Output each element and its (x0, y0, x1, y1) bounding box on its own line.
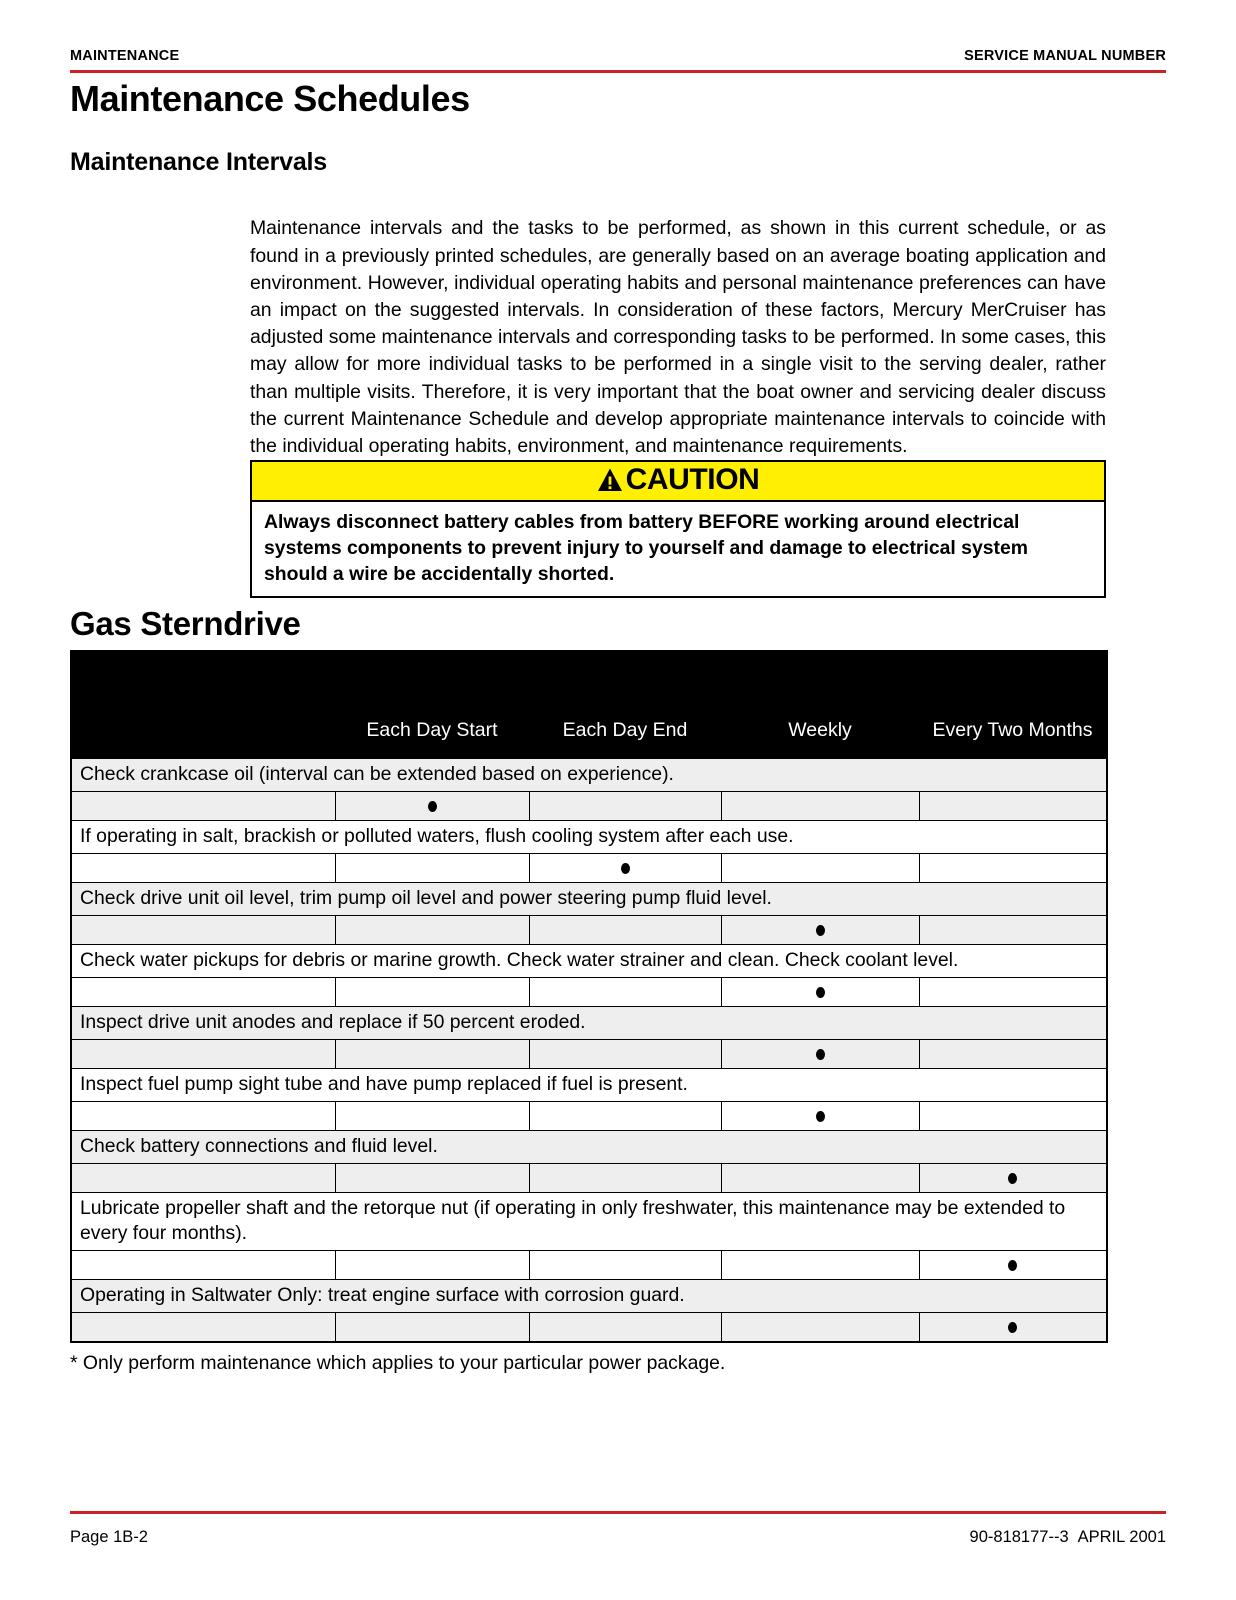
task-description: Check drive unit oil level, trim pump oil level and power steering pump fluid level. (71, 883, 1107, 916)
mark-cell-spacer (71, 916, 335, 945)
mark-cell-weekly (721, 1251, 919, 1280)
interval-dot-icon (816, 925, 825, 936)
interval-dot-empty (428, 1173, 437, 1184)
mark-cell-each-day-end (529, 1251, 721, 1280)
caution-box (250, 460, 1106, 598)
interval-dot-empty (816, 1260, 825, 1271)
interval-dot-icon (1008, 1322, 1017, 1333)
task-description: Inspect drive unit anodes and replace if 50 percent eroded. (71, 1007, 1107, 1040)
mark-cell-each-day-start (335, 1102, 529, 1131)
intro-paragraph: Maintenance intervals and the tasks to be performed, as shown in this current schedule, or as found in a previously printed schedules, are generally based on an average boating application and environment. However, individual operating habits and personal maintenance preferences can have an impact on the suggested intervals. In consideration of these factors, Mercury MerCruiser has adjusted some maintenance intervals and corresponding tasks to be performed. In some cases, this may allow for more individual tasks to be performed in a single visit to the serving dealer, rather than multiple visits. Therefore, it is very important that the boat owner and servicing dealer discuss the current Maintenance Schedule and develop appropriate maintenance intervals to coincide with the individual operating habits, environment, and maintenance requirements. (250, 217, 1106, 458)
table-row-marks (71, 1102, 1107, 1131)
mark-cell-weekly (721, 978, 919, 1007)
column-header-weekly: Weekly (721, 651, 919, 759)
table-row-marks (71, 916, 1107, 945)
interval-dot-empty (428, 1322, 437, 1333)
table-row-marks (71, 792, 1107, 821)
mark-cell-spacer (71, 854, 335, 883)
task-description: Lubricate propeller shaft and the retorque nut (if operating in only freshwater, this maintenance may be extended to every four months). (71, 1193, 1107, 1251)
mark-cell-each-day-start (335, 1040, 529, 1069)
table-row-marks (71, 978, 1107, 1007)
table-body (71, 759, 1107, 1343)
task-description: Check battery connections and fluid level. (71, 1131, 1107, 1164)
mark-cell-each-day-end (529, 1040, 721, 1069)
page-footer (70, 1528, 1166, 1547)
running-header-right: SERVICE MANUAL NUMBER (964, 48, 1166, 64)
interval-dot-icon (816, 1111, 825, 1122)
task-description: Check water pickups for debris or marine growth. Check water strainer and clean. Check coolant level. (71, 945, 1107, 978)
table-row-marks (71, 1040, 1107, 1069)
interval-dot-empty (428, 1111, 437, 1122)
mark-cell-each-day-end (529, 916, 721, 945)
interval-dot-empty (428, 1260, 437, 1271)
running-header (70, 48, 1166, 64)
running-header-left: MAINTENANCE (70, 48, 180, 64)
table-row (71, 1007, 1107, 1040)
interval-dot-empty (816, 801, 825, 812)
mark-cell-every-two-months (919, 1164, 1107, 1193)
routine-maintenance-table (70, 650, 1108, 1343)
mark-cell-each-day-start (335, 792, 529, 821)
table-row-marks (71, 854, 1107, 883)
table-row (71, 759, 1107, 792)
caution-body-text: Always disconnect battery cables from battery BEFORE working around electrical systems components to prevent injury to yourself and damage to electrical system should a wire be accidentally shorted. (264, 511, 1029, 585)
table-row (71, 821, 1107, 854)
interval-dot-empty (621, 925, 630, 936)
table-row (71, 1069, 1107, 1102)
table-row-marks (71, 1251, 1107, 1280)
mark-cell-spacer (71, 792, 335, 821)
interval-dot-empty (621, 1173, 630, 1184)
page-title: Maintenance Schedules (70, 78, 470, 119)
warning-triangle-icon (597, 467, 623, 493)
mark-cell-every-two-months (919, 916, 1107, 945)
mark-cell-spacer (71, 978, 335, 1007)
interval-dot-empty (1008, 987, 1017, 998)
table-row-marks (71, 1313, 1107, 1343)
mark-cell-each-day-start (335, 1251, 529, 1280)
mark-cell-each-day-start (335, 1164, 529, 1193)
mark-cell-every-two-months (919, 1102, 1107, 1131)
interval-dot-empty (816, 1322, 825, 1333)
table-row (71, 945, 1107, 978)
mark-cell-each-day-start (335, 1313, 529, 1343)
interval-dot-icon (816, 1049, 825, 1060)
mark-cell-spacer (71, 1251, 335, 1280)
mark-cell-every-two-months (919, 1313, 1107, 1343)
interval-dot-empty (1008, 863, 1017, 874)
interval-dot-empty (1008, 1049, 1017, 1060)
mark-cell-each-day-end (529, 1313, 721, 1343)
mark-cell-each-day-end (529, 854, 721, 883)
mark-cell-spacer (71, 1164, 335, 1193)
mark-cell-spacer (71, 1102, 335, 1131)
mark-cell-weekly (721, 1313, 919, 1343)
table-row-marks (71, 1164, 1107, 1193)
table-footnote: * Only perform maintenance which applies to your particular power package. (70, 1352, 726, 1374)
mark-cell-each-day-end (529, 1164, 721, 1193)
interval-dot-empty (428, 863, 437, 874)
mark-cell-each-day-start (335, 916, 529, 945)
table-row (71, 1131, 1107, 1164)
interval-dot-icon (816, 987, 825, 998)
interval-dot-empty (816, 1173, 825, 1184)
mark-cell-weekly (721, 1164, 919, 1193)
page-number: Page 1B-2 (70, 1528, 148, 1546)
interval-dot-empty (428, 925, 437, 936)
mark-cell-each-day-start (335, 978, 529, 1007)
section-heading-gas-sterndrive: Gas Sterndrive (70, 605, 301, 642)
manual-number (970, 1528, 1166, 1547)
interval-dot-empty (621, 1260, 630, 1271)
mark-cell-each-day-end (529, 1102, 721, 1131)
interval-dot-icon (621, 863, 630, 874)
manual-date: APRIL 2001 (1077, 1528, 1166, 1546)
task-description: Inspect fuel pump sight tube and have pump replaced if fuel is present. (71, 1069, 1107, 1102)
table-row (71, 1280, 1107, 1313)
mark-cell-each-day-end (529, 792, 721, 821)
caution-label: CAUTION (625, 463, 760, 496)
mark-cell-spacer (71, 1313, 335, 1343)
interval-dot-empty (621, 987, 630, 998)
interval-dot-empty (621, 1322, 630, 1333)
table-row (71, 883, 1107, 916)
interval-dot-icon (1008, 1173, 1017, 1184)
mark-cell-weekly (721, 792, 919, 821)
footer-rule (70, 1511, 1166, 1514)
interval-dot-empty (621, 1049, 630, 1060)
table-header-row (71, 651, 1107, 759)
interval-dot-empty (428, 1049, 437, 1060)
mark-cell-weekly (721, 854, 919, 883)
section-heading-maintenance-intervals: Maintenance Intervals (70, 148, 328, 176)
interval-dot-empty (428, 987, 437, 998)
header-rule (70, 70, 1166, 73)
interval-dot-empty (1008, 801, 1017, 812)
interval-dot-empty (816, 863, 825, 874)
mark-cell-every-two-months (919, 978, 1107, 1007)
task-description: If operating in salt, brackish or polluted waters, flush cooling system after each use. (71, 821, 1107, 854)
mark-cell-every-two-months (919, 1251, 1107, 1280)
column-header-each-day-start: Each Day Start (335, 651, 529, 759)
mark-cell-every-two-months (919, 854, 1107, 883)
mark-cell-weekly (721, 916, 919, 945)
interval-dot-icon (1008, 1260, 1017, 1271)
mark-cell-every-two-months (919, 1040, 1107, 1069)
task-description: Check crankcase oil (interval can be extended based on experience). (71, 759, 1107, 792)
table-header-spacer (71, 651, 335, 759)
table-header (71, 651, 1107, 759)
interval-dot-empty (1008, 925, 1017, 936)
caution-header (252, 462, 1104, 502)
task-description: Operating in Saltwater Only: treat engine surface with corrosion guard. (71, 1280, 1107, 1313)
interval-dot-empty (621, 801, 630, 812)
interval-dot-empty (1008, 1111, 1017, 1122)
mark-cell-each-day-start (335, 854, 529, 883)
column-header-each-day-end: Each Day End (529, 651, 721, 759)
interval-dot-empty (621, 1111, 630, 1122)
mark-cell-each-day-end (529, 978, 721, 1007)
mark-cell-weekly (721, 1040, 919, 1069)
mark-cell-weekly (721, 1102, 919, 1131)
mark-cell-every-two-months (919, 792, 1107, 821)
manual-number-value: 90-818177--3 (969, 1528, 1069, 1546)
table-row (71, 1193, 1107, 1251)
column-header-every-two-months: Every Two Months (919, 651, 1107, 759)
interval-dot-icon (428, 801, 437, 812)
mark-cell-spacer (71, 1040, 335, 1069)
